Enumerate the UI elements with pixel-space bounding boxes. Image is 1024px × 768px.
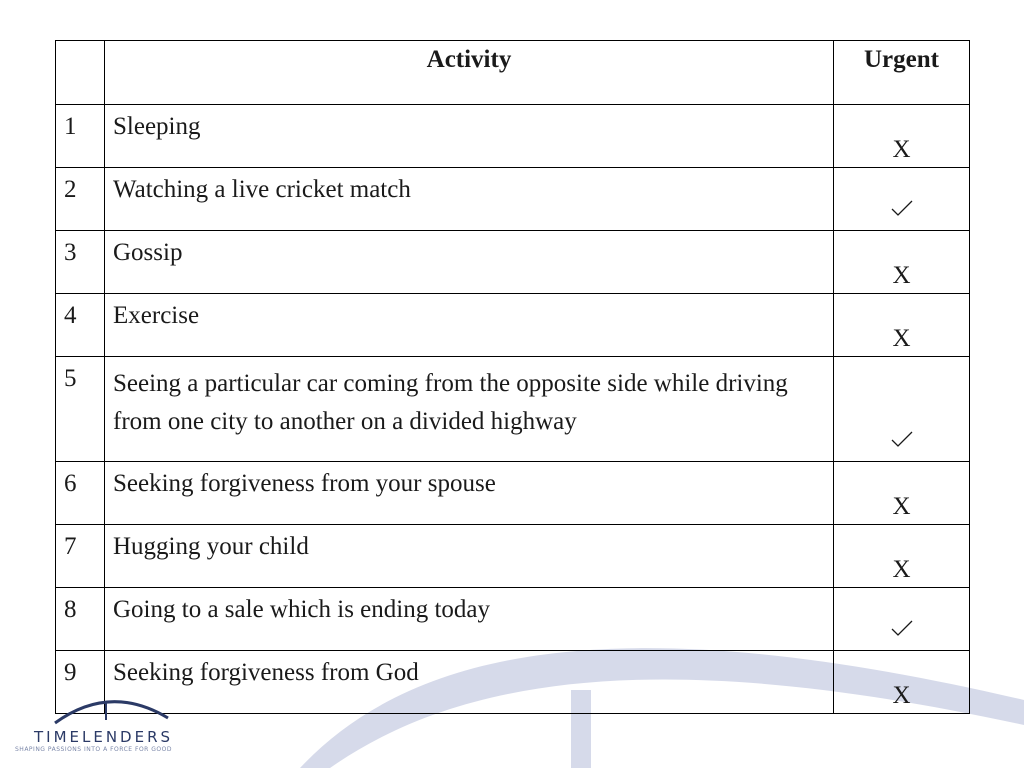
x-mark: X — [892, 262, 911, 289]
table-row — [56, 231, 970, 294]
row-urgent — [834, 105, 970, 168]
row-activity: Seeking forgiveness from God — [105, 651, 834, 714]
row-number: 6 — [56, 462, 105, 525]
header-urgent: Urgent — [834, 41, 970, 105]
row-urgent — [834, 462, 970, 525]
row-number: 9 — [56, 651, 105, 714]
urgency-table — [55, 40, 970, 714]
table-row — [56, 168, 970, 231]
x-mark: X — [892, 136, 911, 163]
row-activity: Gossip — [105, 231, 834, 294]
row-urgent — [834, 168, 970, 231]
check-mark-icon — [891, 430, 913, 448]
row-activity: Going to a sale which is ending today — [105, 588, 834, 651]
row-urgent — [834, 294, 970, 357]
row-urgent — [834, 357, 970, 462]
row-activity: Sleeping — [105, 105, 834, 168]
table-row — [56, 462, 970, 525]
check-mark-icon — [891, 619, 913, 637]
x-mark: X — [892, 556, 911, 583]
table-row — [56, 357, 970, 462]
row-activity: Exercise — [105, 294, 834, 357]
table-row — [56, 525, 970, 588]
header-activity: Activity — [105, 41, 834, 105]
row-number: 7 — [56, 525, 105, 588]
table-row — [56, 588, 970, 651]
table-row — [56, 294, 970, 357]
table-row — [56, 105, 970, 168]
row-number: 5 — [56, 357, 105, 462]
logo-tagline: SHAPING PASSIONS INTO A FORCE FOR GOOD — [15, 746, 172, 753]
header-number — [56, 41, 105, 105]
x-mark: X — [892, 682, 911, 709]
x-mark: X — [892, 325, 911, 352]
logo-name: TIMELENDERS — [34, 728, 174, 746]
row-number: 1 — [56, 105, 105, 168]
row-urgent — [834, 651, 970, 714]
row-urgent — [834, 231, 970, 294]
row-urgent — [834, 588, 970, 651]
row-activity: Hugging your child — [105, 525, 834, 588]
row-activity: Seeking forgiveness from your spouse — [105, 462, 834, 525]
row-urgent — [834, 525, 970, 588]
row-activity: Seeing a particular car coming from the opposite side while driving from one city to another on a divided highway — [105, 357, 834, 462]
logo-arc — [50, 688, 170, 728]
row-number: 4 — [56, 294, 105, 357]
row-activity: Watching a live cricket match — [105, 168, 834, 231]
table-header-row — [56, 41, 970, 105]
check-mark-icon — [891, 199, 913, 217]
row-number: 8 — [56, 588, 105, 651]
row-number: 2 — [56, 168, 105, 231]
timelenders-logo — [10, 688, 250, 758]
x-mark: X — [892, 493, 911, 520]
row-number: 3 — [56, 231, 105, 294]
